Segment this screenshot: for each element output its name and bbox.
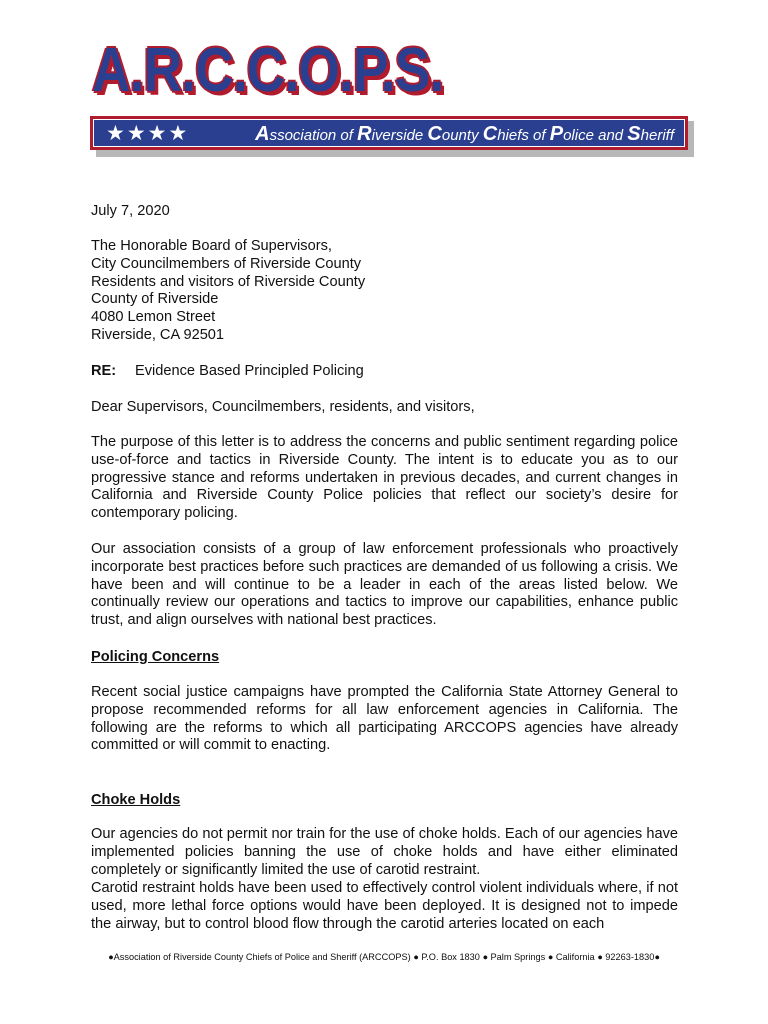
heading-choke-holds: Choke Holds: [91, 792, 181, 808]
address-line: Riverside, CA 92501: [91, 326, 225, 343]
paragraph-association: Our association consists of a group of law enforcement professionals who proactively incorporate best practices before such practices are demanded of us following a crisis. We have been and will continue to be a leader in each of the areas listed below. We continually review our operations and tactics to improve our capabilities, enhance public trust, and align ourselves with national best practices.: [91, 541, 678, 629]
arccops-logo: A.R.C.C.O.P.S.: [92, 36, 444, 105]
address-line: The Honorable Board of Supervisors,: [91, 238, 332, 254]
footer-address: ●Association of Riverside County Chiefs of Police and Sheriff (ARCCOPS) ● P.O. Box 1830 ● Palm Springs ● California ● 92263-1830●: [108, 952, 660, 962]
recipient-address: [91, 238, 678, 345]
salutation: Dear Supervisors, Councilmembers, residents, and visitors,: [91, 399, 475, 415]
address-line: County of Riverside: [91, 291, 219, 308]
address-line: City Councilmembers of Riverside County: [91, 255, 362, 272]
paragraph-purpose: The purpose of this letter is to address the concerns and public sentiment regarding police use-of-force and tactics in Riverside County. The intent is to educate you as to our progressive stance and reforms undertaken in previous decades, and current changes in California and Riverside County Police policies that reflect our society’s desire for contemporary policing.: [91, 434, 678, 522]
paragraph-policing-concerns: Recent social justice campaigns have prompted the California State Attorney General to propose recommended reforms for all law enforcement agencies in California. The following are the reforms to which all participating ARCCOPS agencies have already committed or will commit to enacting.: [91, 684, 678, 754]
address-line: Residents and visitors of Riverside County: [91, 273, 366, 290]
subject-line: [91, 363, 678, 381]
paragraph-choke-holds: Our agencies do not permit nor train for the use of choke holds. Each of our agencies have implemented policies banning the use of choke holds and have either eliminated completely or significantly limited the use of carotid restraint.: [91, 826, 678, 878]
letter-date: July 7, 2020: [91, 203, 170, 219]
association-name: Association of Riverside County Chiefs of Police and Sheriff: [255, 123, 674, 145]
stars-icon: ★★★★: [106, 122, 190, 145]
paragraph-carotid-restraint: Carotid restraint holds have been used to effectively control violent individuals where, if not used, more lethal force options would have been deployed. It is designed not to impede the airway, but to control blood flow through the carotid arteries located on each: [91, 880, 678, 932]
association-banner: [90, 116, 688, 150]
address-line: 4080 Lemon Street: [91, 309, 216, 326]
re-text: Evidence Based Principled Policing: [135, 363, 364, 379]
re-label: RE:: [91, 363, 117, 379]
heading-policing-concerns: Policing Concerns: [91, 649, 220, 665]
